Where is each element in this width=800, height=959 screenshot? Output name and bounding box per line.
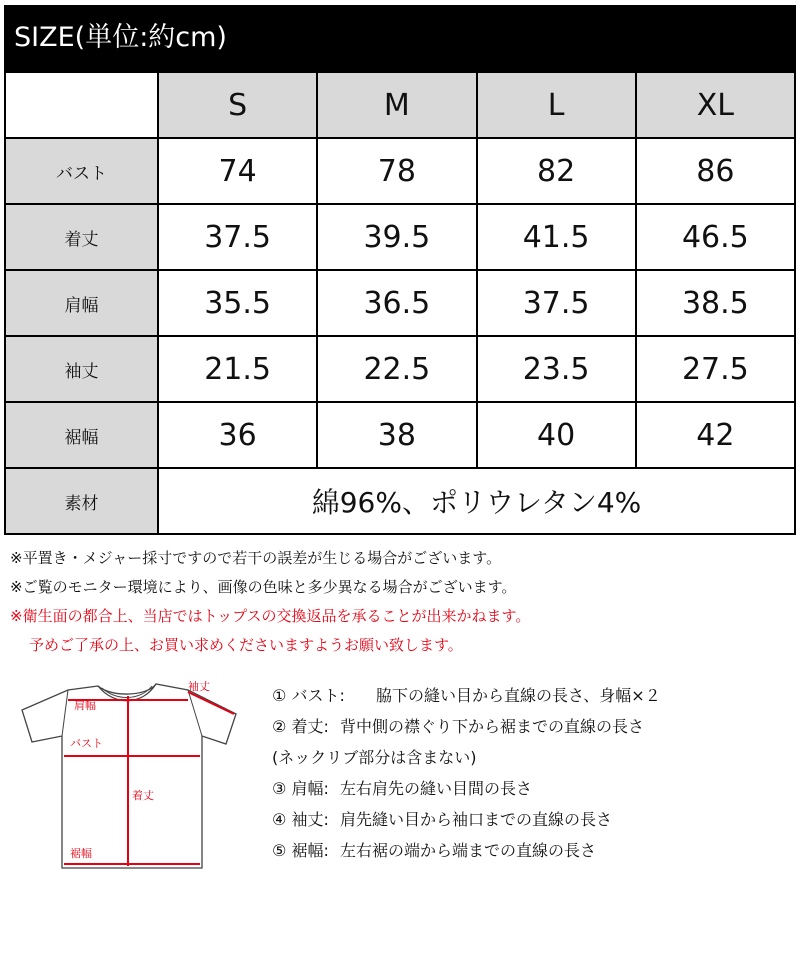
table-cell: 36.5 [317,270,476,336]
size-title: SIZE(単位:約cm) [14,22,227,53]
note-line: ※平置き・メジャー採寸ですので若干の誤差が生じる場合がございます。 [10,549,502,567]
material-value: 綿96%、ポリウレタン4% [158,468,795,534]
row-label-shoulder: 肩幅 [5,270,158,336]
table-cell: 38 [317,402,476,468]
size-column-m: M [317,72,476,138]
legend-number: ④ [272,810,287,829]
legend-desc: 左右肩先の縫い目間の長さ [339,779,532,798]
diagram-label-shoulder: 肩幅 [74,699,96,712]
tshirt-measurement-diagram [20,676,245,876]
table-cell: 36 [158,402,317,468]
table-row [5,402,795,468]
legend-term: 着丈: [291,717,329,736]
table-cell: 74 [158,138,317,204]
legend-desc: 肩先縫い目から袖口までの直線の長さ [339,810,612,829]
size-column-s: S [158,72,317,138]
size-column-l: L [477,72,636,138]
legend-item [272,773,661,804]
row-label-material: 素材 [5,468,158,534]
legend-item [272,804,661,835]
table-cell: 21.5 [158,336,317,402]
diagram-label-sleeve: 袖丈 [188,680,210,693]
table-row [5,336,795,402]
row-label-hem: 裾幅 [5,402,158,468]
table-cell: 39.5 [317,204,476,270]
size-table [4,71,796,535]
size-title-bar [4,5,796,71]
legend-item [272,680,661,711]
table-cell: 86 [636,138,795,204]
table-cell: 78 [317,138,476,204]
table-cell: 40 [477,402,636,468]
row-label-bust: バスト [5,138,158,204]
diagram-label-bust: バスト [70,737,103,750]
legend-number: ⑤ [272,841,287,860]
measurement-legend [272,680,661,866]
legend-number: ③ [272,779,287,798]
material-row [5,468,795,534]
legend-desc: (ネックリブ部分は含まない) [272,748,477,767]
note-line-warning: ※衛生面の都合上、当店ではトップスの交換返品を承ることが出来かねます。 [10,607,531,625]
table-cell: 27.5 [636,336,795,402]
row-label-sleeve: 袖丈 [5,336,158,402]
row-label-length: 着丈 [5,204,158,270]
legend-item [272,742,661,773]
legend-desc: 脇下の縫い目から直線の長さ、身幅×２ [375,686,661,705]
legend-term: 袖丈: [291,810,329,829]
diagram-label-length: 着丈 [132,789,154,802]
note-line-warning: 予めご了承の上、お買い求めくださいますようお願い致します。 [29,636,463,654]
legend-term: バスト: [291,686,345,705]
table-cell: 22.5 [317,336,476,402]
table-cell: 42 [636,402,795,468]
diagram-label-hem: 裾幅 [70,847,92,860]
legend-desc: 左右裾の端から端までの直線の長さ [339,841,596,860]
size-header-row [5,72,795,138]
table-row [5,204,795,270]
table-cell: 37.5 [477,270,636,336]
table-cell: 41.5 [477,204,636,270]
table-row [5,270,795,336]
legend-item [272,711,661,742]
table-row [5,138,795,204]
table-cell: 38.5 [636,270,795,336]
legend-number: ② [272,717,287,736]
note-line: ※ご覧のモニター環境により、画像の色味と多少異なる場合がございます。 [10,578,517,596]
notes-section [10,544,530,660]
table-cell: 82 [477,138,636,204]
table-cell: 37.5 [158,204,317,270]
corner-cell [5,72,158,138]
table-cell: 35.5 [158,270,317,336]
legend-item [272,835,661,866]
legend-desc: 背中側の襟ぐり下から裾までの直線の長さ [339,717,644,736]
legend-number: ① [272,686,287,705]
size-column-xl: XL [636,72,795,138]
table-cell: 46.5 [636,204,795,270]
legend-term: 裾幅: [291,841,329,860]
table-cell: 23.5 [477,336,636,402]
legend-term: 肩幅: [291,779,329,798]
